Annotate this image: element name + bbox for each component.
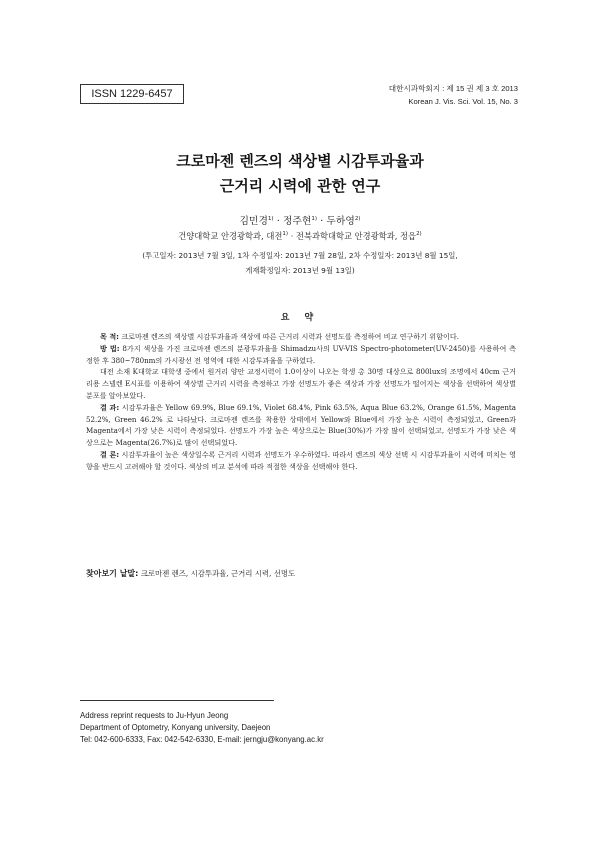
footnote-line-2: Department of Optometry, Konyang university, Daejeon xyxy=(80,723,271,732)
method-label: 방 법: xyxy=(100,343,120,353)
abstract-method-continued: 대전 소재 K대학교 대학생 중에서 원거리 양안 교정시력이 1.0이상이 나오는 학생 총 30명 대상으로 800lux의 조명에서 40cm 근거리용 스넬렌 E시표를 이용하여 색상별 근거리 시력을 측정하고 가장 선명도가 좋은 색상과 가장 선명도가 떨어지는 색상을 선택하여 색상별 분포를 알아보았다. xyxy=(86,367,516,400)
abstract-method xyxy=(86,343,516,367)
author-list xyxy=(0,213,600,227)
author-affiliation-mark: 2) xyxy=(354,216,361,222)
affiliation-mark-1: 1) xyxy=(282,231,289,237)
paper-title-line-2: 근거리 시력에 관한 연구 xyxy=(219,177,381,195)
affiliations xyxy=(0,230,600,242)
abstract-purpose xyxy=(86,331,516,343)
author-name: 두하영 xyxy=(326,216,355,227)
abstract-body xyxy=(86,331,516,473)
keywords-label: 찾아보기 낱말: xyxy=(86,569,139,578)
affiliation-2: · 전북과학대학교 안경광학과, 정읍 xyxy=(288,231,417,241)
issn-box: ISSN 1229-6457 xyxy=(80,84,184,104)
correspondence-footnote xyxy=(80,710,520,746)
affiliation-mark-2: 2) xyxy=(416,231,422,237)
submission-dates: (투고일자: 2013년 7월 3일, 1차 수정일자: 2013년 7월 28일, 2차 수정일자: 2013년 8월 15일, xyxy=(142,251,458,260)
conclusion-text: 시감투과율이 높은 색상일수록 근거리 시력과 선명도가 우수하였다. 따라서 렌즈의 색상 선택 시 시감투과율이 시력에 미치는 영향을 반드시 고려해야 할 것이다. 색상의 비교 분석에 따라 적절한 색상을 선택해야 한다. xyxy=(86,449,516,471)
author-separator: · xyxy=(320,216,324,227)
author-affiliation-mark: 1) xyxy=(267,216,274,222)
affiliation-1: 건양대학교 안경광학과, 대전 xyxy=(178,231,283,241)
result-label: 결 과: xyxy=(100,402,120,412)
acceptance-date: 게재확정일자: 2013년 9월 13일) xyxy=(245,266,355,275)
author-affiliation-mark: 1) xyxy=(311,216,318,222)
author-name: 김민경 xyxy=(239,216,268,227)
author-separator: · xyxy=(276,216,280,227)
purpose-label: 목 적: xyxy=(100,332,120,341)
result-text: 시감투과율은 Yellow 69.9%, Blue 69.1%, Violet 68.4%, Pink 63.5%, Aqua Blue 63.2%, Orange 61.5%, Magenta 52.2%, Green 46.2% 로 나타났다. 크로마젠 렌즈를 착용한 상태에서 Yellow와 Blue에서 가장 높은 시력이 측정되었고, Green과 Magenta에서 가장 낮은 시력이 측정되었다. 선명도가 가장 높은 색상으로는 Blue(30%)가 가장 많이 선택되었고, 선명도가 가장 낮은 색상으로는 Magenta(26.7%)로 많이 선택되었다. xyxy=(86,402,516,448)
keywords xyxy=(86,568,516,579)
abstract-result xyxy=(86,402,516,449)
abstract-conclusion xyxy=(86,449,516,473)
journal-citation-english: Korean J. Vis. Sci. Vol. 15, No. 3 xyxy=(408,97,518,106)
footnote-line-1: Address reprint requests to Ju-Hyun Jeong xyxy=(80,711,229,720)
paper-title-line-1: 크로마젠 렌즈의 색상별 시감투과율과 xyxy=(176,152,424,170)
footnote-divider xyxy=(80,700,274,701)
method-text: 8가지 색상을 가진 크로마젠 렌즈의 분광투과율을 Shimadzu사의 UV-VIS Spectro-photometer(UV-2450)를 사용하여 측정한 후 380~780nm의 가시광선 전 영역에 대한 시감투과율을 구하였다. xyxy=(86,343,516,365)
author-name: 정주현 xyxy=(282,216,312,227)
purpose-text: 크로마젠 렌즈의 색상별 시감투과율과 색상에 따른 근거리 시력과 선명도를 측정하여 비교 연구하기 위함이다. xyxy=(119,332,459,341)
conclusion-label: 결 론: xyxy=(100,449,120,459)
footnote-line-3: Tel: 042-600-6333, Fax: 042-542-6330, E-mail: jerngju@konyang.ac.kr xyxy=(80,735,324,744)
abstract-heading: 요 약 xyxy=(280,313,320,323)
keywords-text: 크로마젠 렌즈, 시감투과율, 근거리 시력, 선명도 xyxy=(138,569,296,578)
journal-citation-korean: 대한시과학회지 : 제 15 권 제 3 호 2013 xyxy=(388,84,518,93)
